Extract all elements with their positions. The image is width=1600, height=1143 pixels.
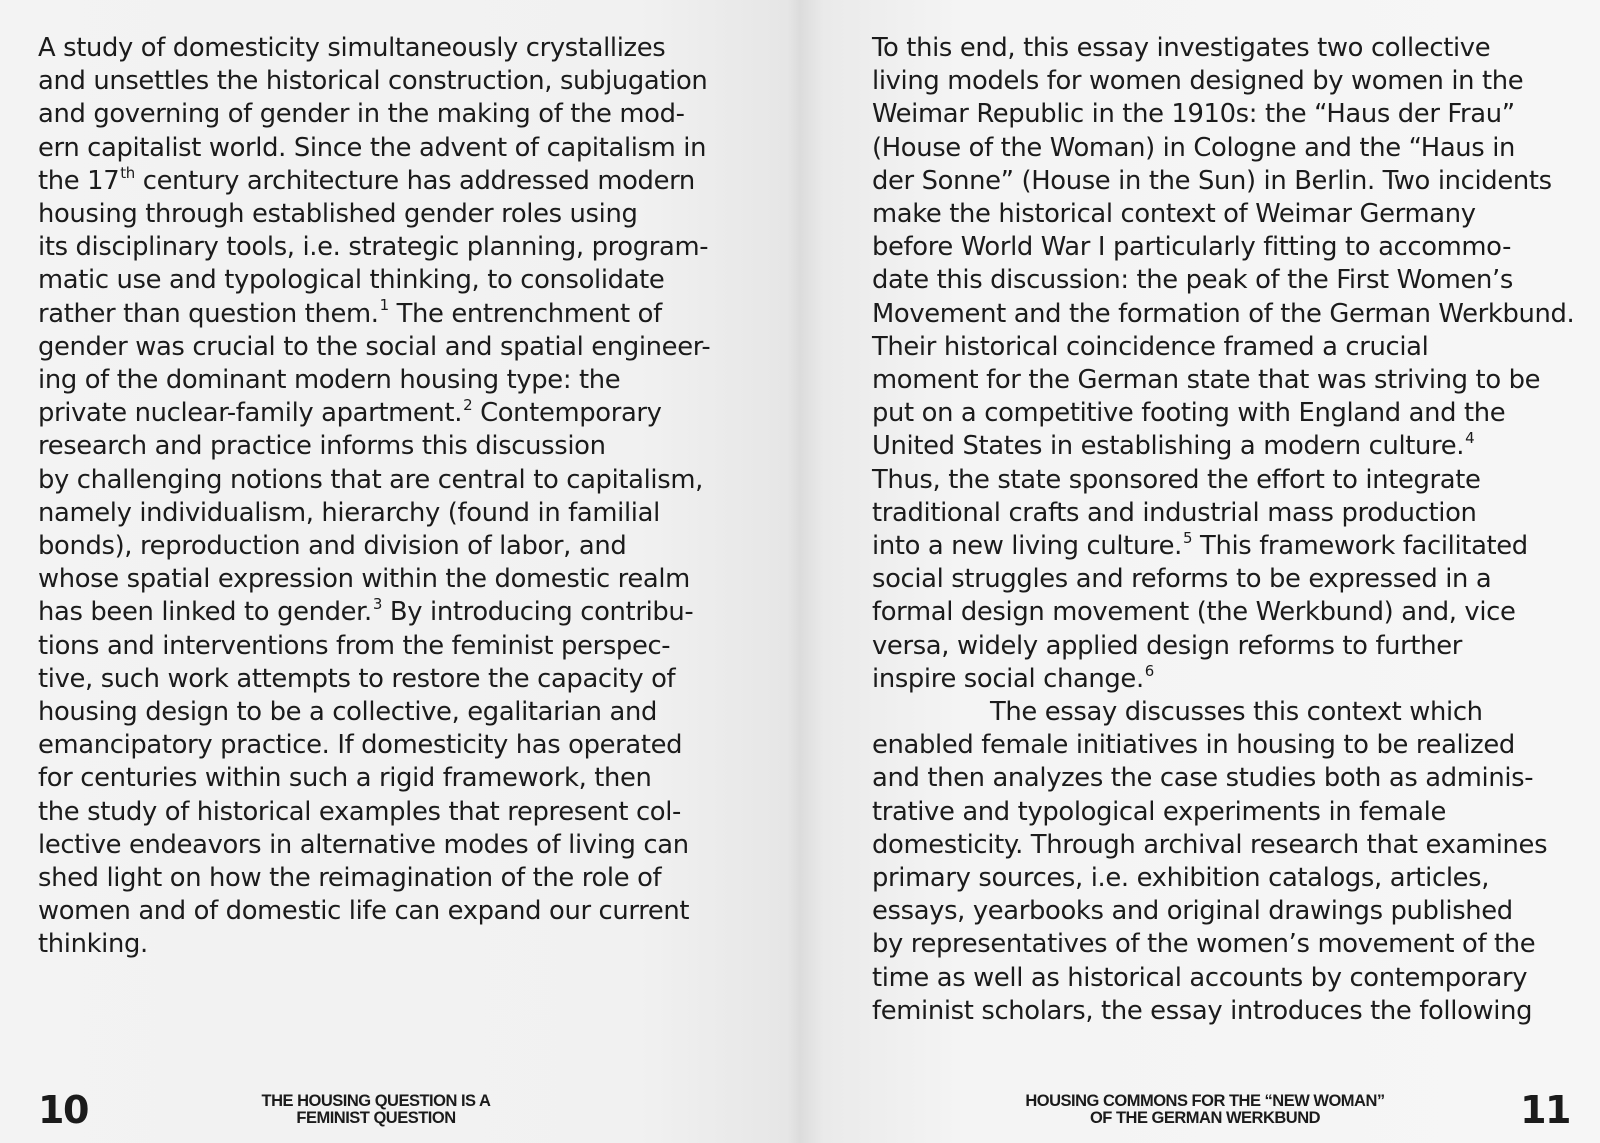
text-line: thinking.: [38, 929, 148, 960]
text-line: private nuclear-family apartment.$^2$ Contemporary: [38, 396, 662, 429]
right-page: [800, 0, 1600, 1143]
text-line: trative and typological experiments in female: [872, 796, 1446, 827]
left-paragraph: [38, 32, 758, 962]
right-paragraph-2: [872, 696, 1592, 1028]
footnote-marker: 3: [372, 595, 383, 614]
text-line: research and practice informs this discussion: [38, 431, 606, 462]
footnote-marker: 2: [463, 396, 473, 415]
text-line: formal design movement (the Werkbund) and, vice: [872, 597, 1516, 628]
text-line: essays, yearbooks and original drawings published: [872, 896, 1513, 927]
text-line: make the historical context of Weimar Germany: [872, 199, 1476, 230]
text-line: gender was crucial to the social and spatial engineer-: [38, 331, 711, 362]
footnote-marker: th: [120, 163, 135, 182]
text-line: domesticity. Through archival research that examines: [872, 829, 1548, 860]
text-line: into a new living culture.$^5$ This framework facilitated: [872, 528, 1528, 562]
text-line: before World War I particularly fitting to accommo-: [872, 232, 1512, 263]
text-line: whose spatial expression within the domestic realm: [38, 564, 690, 595]
text-line: Weimar Republic in the 1910s: the “Haus der Frau”: [872, 99, 1515, 130]
text-line: To this end, this essay investigates two collective: [872, 33, 1491, 63]
text-line: traditional crafts and industrial mass production: [872, 497, 1477, 528]
text-line: and unsettles the historical construction, subjugation: [38, 66, 708, 97]
text-line: (House of the Woman) in Cologne and the “Haus in: [872, 132, 1516, 163]
text-line: tive, such work attempts to restore the capacity of: [38, 663, 676, 694]
text-line: the 17th century architecture has addressed modern: [38, 163, 695, 196]
text-line: feminist scholars, the essay introduces the following: [872, 995, 1533, 1026]
text-line: The essay discusses this context which: [990, 697, 1483, 728]
running-head-right-line-2: OF THE GERMAN WERKBUND: [1089, 1109, 1321, 1127]
text-line: Their historical coincidence framed a crucial: [872, 331, 1429, 362]
footnote-marker: 6: [1144, 661, 1154, 680]
text-line: by challenging notions that are central to capitalism,: [38, 464, 703, 495]
text-line: time as well as historical accounts by contemporary: [872, 962, 1528, 993]
text-line: lective endeavors in alternative modes of living can: [38, 829, 689, 860]
text-line: United States in establishing a modern culture.$^4$: [872, 429, 1475, 462]
running-head-left-line-2: FEMINIST QUESTION: [296, 1109, 456, 1127]
text-line: rather than question them.$^1$ The entrenchment of: [38, 296, 662, 329]
footnote-marker: 5: [1183, 528, 1193, 547]
text-line: and governing of gender in the making of the mod-: [38, 99, 685, 130]
text-line: inspire social change.$^6$: [872, 661, 1154, 694]
text-line: housing design to be a collective, egalitarian and: [38, 697, 657, 728]
text-line: social struggles and reforms to be expressed in a: [872, 564, 1492, 595]
text-line: moment for the German state that was striving to be: [872, 365, 1541, 396]
text-line: bonds), reproduction and division of labor, and: [38, 531, 627, 562]
text-line: matic use and typological thinking, to consolidate: [38, 265, 665, 296]
text-line: for centuries within such a rigid framework, then: [38, 763, 652, 794]
text-line: and then analyzes the case studies both as adminis-: [872, 763, 1534, 794]
running-head-left: [216, 1093, 536, 1127]
running-head-right-line-1: HOUSING COMMONS FOR THE “NEW WOMAN”: [1025, 1092, 1385, 1110]
text-line: namely individualism, hierarchy (found in familial: [38, 497, 660, 528]
page-number-left: 10: [38, 1088, 88, 1132]
text-line: put on a competitive footing with England and the: [872, 398, 1506, 429]
text-line: housing through established gender roles using: [38, 199, 638, 230]
running-head-left-line-1: THE HOUSING QUESTION IS A: [261, 1092, 491, 1110]
text-line: tions and interventions from the feminist perspec-: [38, 630, 671, 661]
text-line: women and of domestic life can expand our current: [38, 896, 690, 927]
text-line: date this discussion: the peak of the First Women’s: [872, 265, 1513, 296]
right-paragraph-1: [872, 32, 1592, 696]
left-body-text: [38, 32, 758, 962]
text-line: primary sources, i.e. exhibition catalogs, articles,: [872, 863, 1490, 894]
footnote-marker: 1: [379, 296, 389, 315]
text-line: has been linked to gender.$^3$ By introducing contribu-: [38, 595, 694, 628]
text-line: emancipatory practice. If domesticity has operated: [38, 730, 683, 761]
right-body-text: [872, 32, 1592, 1028]
footnote-marker: 4: [1465, 429, 1475, 448]
text-line: ing of the dominant modern housing type: the: [38, 365, 621, 396]
text-line: shed light on how the reimagination of the role of: [38, 863, 662, 894]
text-line: der Sonne” (House in the Sun) in Berlin. Two incidents: [872, 165, 1552, 196]
text-line: by representatives of the women’s movement of the: [872, 929, 1536, 960]
text-line: Thus, the state sponsored the effort to integrate: [872, 464, 1481, 495]
text-line: A study of domesticity simultaneously crystallizes: [38, 33, 666, 63]
text-line: living models for women designed by women in the: [872, 66, 1524, 97]
text-line: enabled female initiatives in housing to be realized: [872, 730, 1515, 761]
running-head-right: [970, 1093, 1440, 1127]
text-line: versa, widely applied design reforms to further: [872, 630, 1462, 661]
page-number-right: 11: [1520, 1088, 1570, 1132]
text-line: its disciplinary tools, i.e. strategic planning, program-: [38, 232, 709, 263]
text-line: Movement and the formation of the German Werkbund.: [872, 298, 1575, 329]
text-line: ern capitalist world. Since the advent of capitalism in: [38, 132, 707, 163]
text-line: the study of historical examples that represent col-: [38, 796, 682, 827]
